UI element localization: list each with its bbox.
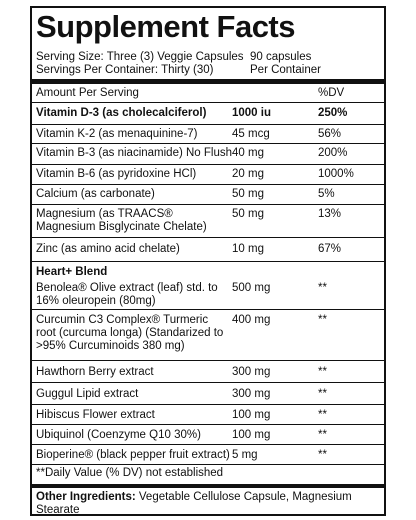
nutrient-dv: ** xyxy=(318,366,327,378)
nutrient-amount: 500 mg xyxy=(232,282,271,294)
thick-rule xyxy=(32,484,384,488)
nutrient-amount: 50 mg xyxy=(232,188,264,200)
nutrient-name: Benolea® Olive extract (leaf) std. to 16% oleuropein (80mg) xyxy=(36,282,218,307)
nutrient-dv: ** xyxy=(318,282,327,294)
nutrient-dv: ** xyxy=(318,388,327,400)
nutrient-name: Vitamin D-3 (as cholecalciferol) xyxy=(36,107,207,119)
table-row xyxy=(32,405,384,425)
nutrient-amount: 5 mg xyxy=(232,449,258,461)
nutrient-amount: 300 mg xyxy=(232,366,271,378)
nutrient-dv: ** xyxy=(318,449,327,461)
nutrient-amount: 10 mg xyxy=(232,243,264,255)
nutrient-amount: 20 mg xyxy=(232,168,264,180)
supplement-facts-panel xyxy=(30,6,386,516)
blend-heading: Heart+ Blend xyxy=(36,266,108,278)
nutrient-name: Vitamin B-3 (as niacinamide) No Flush xyxy=(36,147,233,159)
table-row xyxy=(32,445,384,465)
daily-value-footnote: **Daily Value (% DV) not established xyxy=(36,467,224,479)
nutrient-dv: 250% xyxy=(318,107,348,119)
nutrient-dv: 5% xyxy=(318,188,335,200)
nutrient-amount: 50 mg xyxy=(232,208,264,220)
header-row xyxy=(32,84,384,103)
table-row xyxy=(32,238,384,262)
nutrient-amount: 1000 iu xyxy=(232,107,271,119)
nutrient-dv: ** xyxy=(318,429,327,441)
other-ingredients-label: Other Ingredients: xyxy=(36,491,136,503)
nutrient-amount: 400 mg xyxy=(232,314,271,326)
nutrient-name: Hawthorn Berry extract xyxy=(36,366,154,378)
panel-title: Supplement Facts xyxy=(36,9,295,44)
table-row xyxy=(32,165,384,185)
nutrient-amount: 40 mg xyxy=(232,147,264,159)
table-row xyxy=(32,310,384,361)
nutrient-dv: 56% xyxy=(318,128,342,140)
nutrient-name: Vitamin B-6 (as pyridoxine HCl) xyxy=(36,168,197,180)
serving-size-label: Serving Size: Three (3) Veggie Capsules xyxy=(36,51,244,63)
other-ingredients-text: Vegetable Cellulose Capsule, Magnesium Stearate xyxy=(36,491,352,516)
serving-size-value: 90 capsules xyxy=(250,51,312,63)
nutrient-name: Magnesium (as TRAACS® Magnesium Bisglycinate Chelate) xyxy=(36,208,207,233)
nutrient-dv: 13% xyxy=(318,208,342,220)
nutrient-name: Bioperine® (black pepper fruit extract) xyxy=(36,449,230,461)
table-row xyxy=(32,144,384,165)
table-row xyxy=(32,125,384,144)
nutrient-dv: 1000% xyxy=(318,168,354,180)
nutrient-amount: 100 mg xyxy=(232,409,271,421)
nutrient-name: Calcium (as carbonate) xyxy=(36,188,155,200)
dv-header: %DV xyxy=(318,87,345,99)
nutrient-dv: ** xyxy=(318,409,327,421)
table-row xyxy=(32,383,384,405)
nutrient-dv: 200% xyxy=(318,147,348,159)
table-row xyxy=(32,205,384,238)
amount-per-serving-header: Amount Per Serving xyxy=(36,87,139,99)
nutrient-dv: 67% xyxy=(318,243,342,255)
servings-per-container-label: Servings Per Container: Thirty (30) xyxy=(36,64,214,76)
servings-per-container-value: Per Container xyxy=(250,64,321,76)
nutrient-name: Guggul Lipid extract xyxy=(36,388,139,400)
nutrient-name: Vitamin K-2 (as menaquinine-7) xyxy=(36,128,198,140)
nutrient-amount: 45 mcg xyxy=(232,128,270,140)
nutrient-name: Curcumin C3 Complex® Turmeric root (curcuma longa) (Standarized to >95% Curcuminoids 380 mg) xyxy=(36,314,224,352)
nutrient-name: Zinc (as amino acid chelate) xyxy=(36,243,180,255)
other-ingredients xyxy=(36,491,380,517)
table-row xyxy=(32,185,384,205)
nutrient-dv: ** xyxy=(318,314,327,326)
table-row xyxy=(32,103,384,125)
nutrient-name: Hibiscus Flower extract xyxy=(36,409,155,421)
nutrient-name: Ubiquinol (Coenzyme Q10 30%) xyxy=(36,429,201,441)
table-row xyxy=(32,425,384,445)
nutrient-amount: 100 mg xyxy=(232,429,271,441)
blend-group xyxy=(32,262,384,310)
table-row xyxy=(32,361,384,383)
nutrient-amount: 300 mg xyxy=(232,388,271,400)
